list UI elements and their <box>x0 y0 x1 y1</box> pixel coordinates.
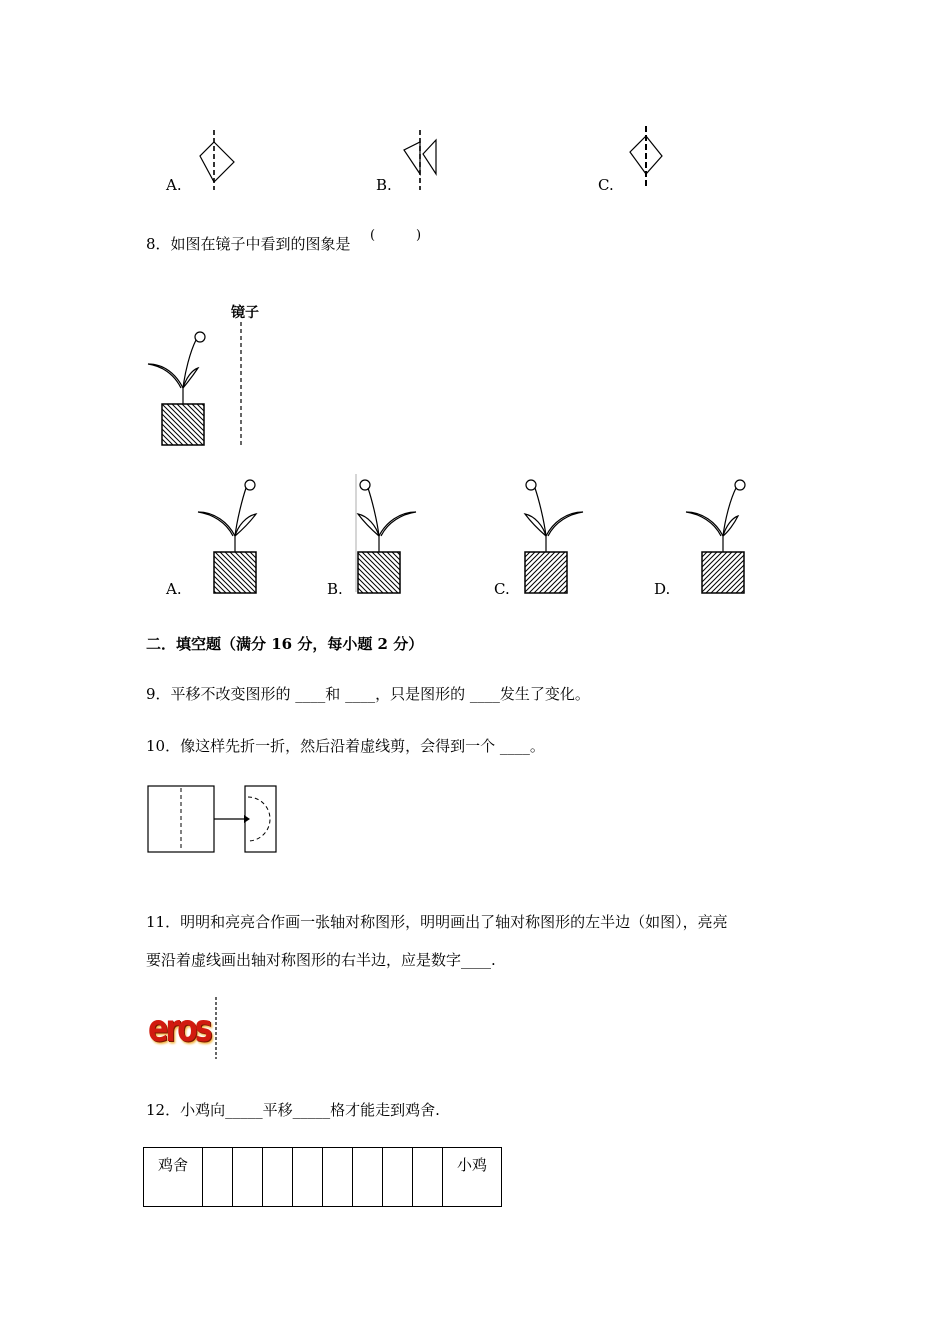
q8-option-c-plant <box>518 474 598 596</box>
q8-paren-close: ) <box>416 228 422 243</box>
chick-cell: 小鸡 <box>443 1148 502 1207</box>
q7-option-c-label: C. <box>598 176 614 194</box>
q8-option-a-label: A. <box>166 580 182 598</box>
grid-cell <box>323 1148 353 1207</box>
q8-text <box>146 233 351 254</box>
q7-option-b-figure <box>400 128 450 192</box>
q8-option-c-label: C. <box>494 580 510 598</box>
q8-original-plant <box>140 322 260 452</box>
q11-half-figure <box>148 997 218 1057</box>
q8-number: 8． <box>146 235 171 253</box>
q8-option-d-plant <box>680 474 760 596</box>
q9-text: 9．平移不改变图形的 ____和 ____，只是图形的 ____发生了变化。 <box>146 685 590 703</box>
grid-cell <box>383 1148 413 1207</box>
q11-line2: 要沿着虚线画出轴对称图形的右半边，应是数字____. <box>146 951 496 969</box>
q8-question: 如图在镜子中看到的图象是 <box>170 235 351 253</box>
grid-cell <box>263 1148 293 1207</box>
grid-cell <box>413 1148 443 1207</box>
grid-cell <box>353 1148 383 1207</box>
q7-option-b-label: B. <box>376 176 392 194</box>
q10-text: 10．像这样先折一折，然后沿着虚线剪，会得到一个 ____。 <box>146 737 545 755</box>
q8-option-a-plant <box>192 474 272 596</box>
q8-option-b-plant <box>354 474 434 596</box>
q11-half-image-text: eros <box>148 1007 210 1051</box>
q7-option-a-label: A. <box>166 176 182 194</box>
mirror-label: 镜子 <box>231 305 259 321</box>
q8-option-b-label: B. <box>327 580 343 598</box>
grid-cell <box>203 1148 233 1207</box>
q7-option-a-figure <box>192 128 242 192</box>
q12-grid <box>143 1147 502 1207</box>
q11-line1: 11．明明和亮亮合作画一张轴对称图形，明明画出了轴对称图形的左半边（如图），亮亮 <box>146 913 728 931</box>
q7-option-c-figure <box>624 124 674 190</box>
q8-option-d-label: D. <box>654 580 671 598</box>
q12-text: 12．小鸡向_____平移_____格才能走到鸡舍. <box>146 1101 440 1119</box>
coop-cell: 鸡舍 <box>144 1148 203 1207</box>
q8-paren-open: ( <box>370 228 376 243</box>
grid-cell <box>233 1148 263 1207</box>
section-2-title: 二．填空题（满分 16 分，每小题 2 分） <box>146 635 424 653</box>
q10-fold-figure <box>146 784 282 856</box>
grid-cell <box>293 1148 323 1207</box>
